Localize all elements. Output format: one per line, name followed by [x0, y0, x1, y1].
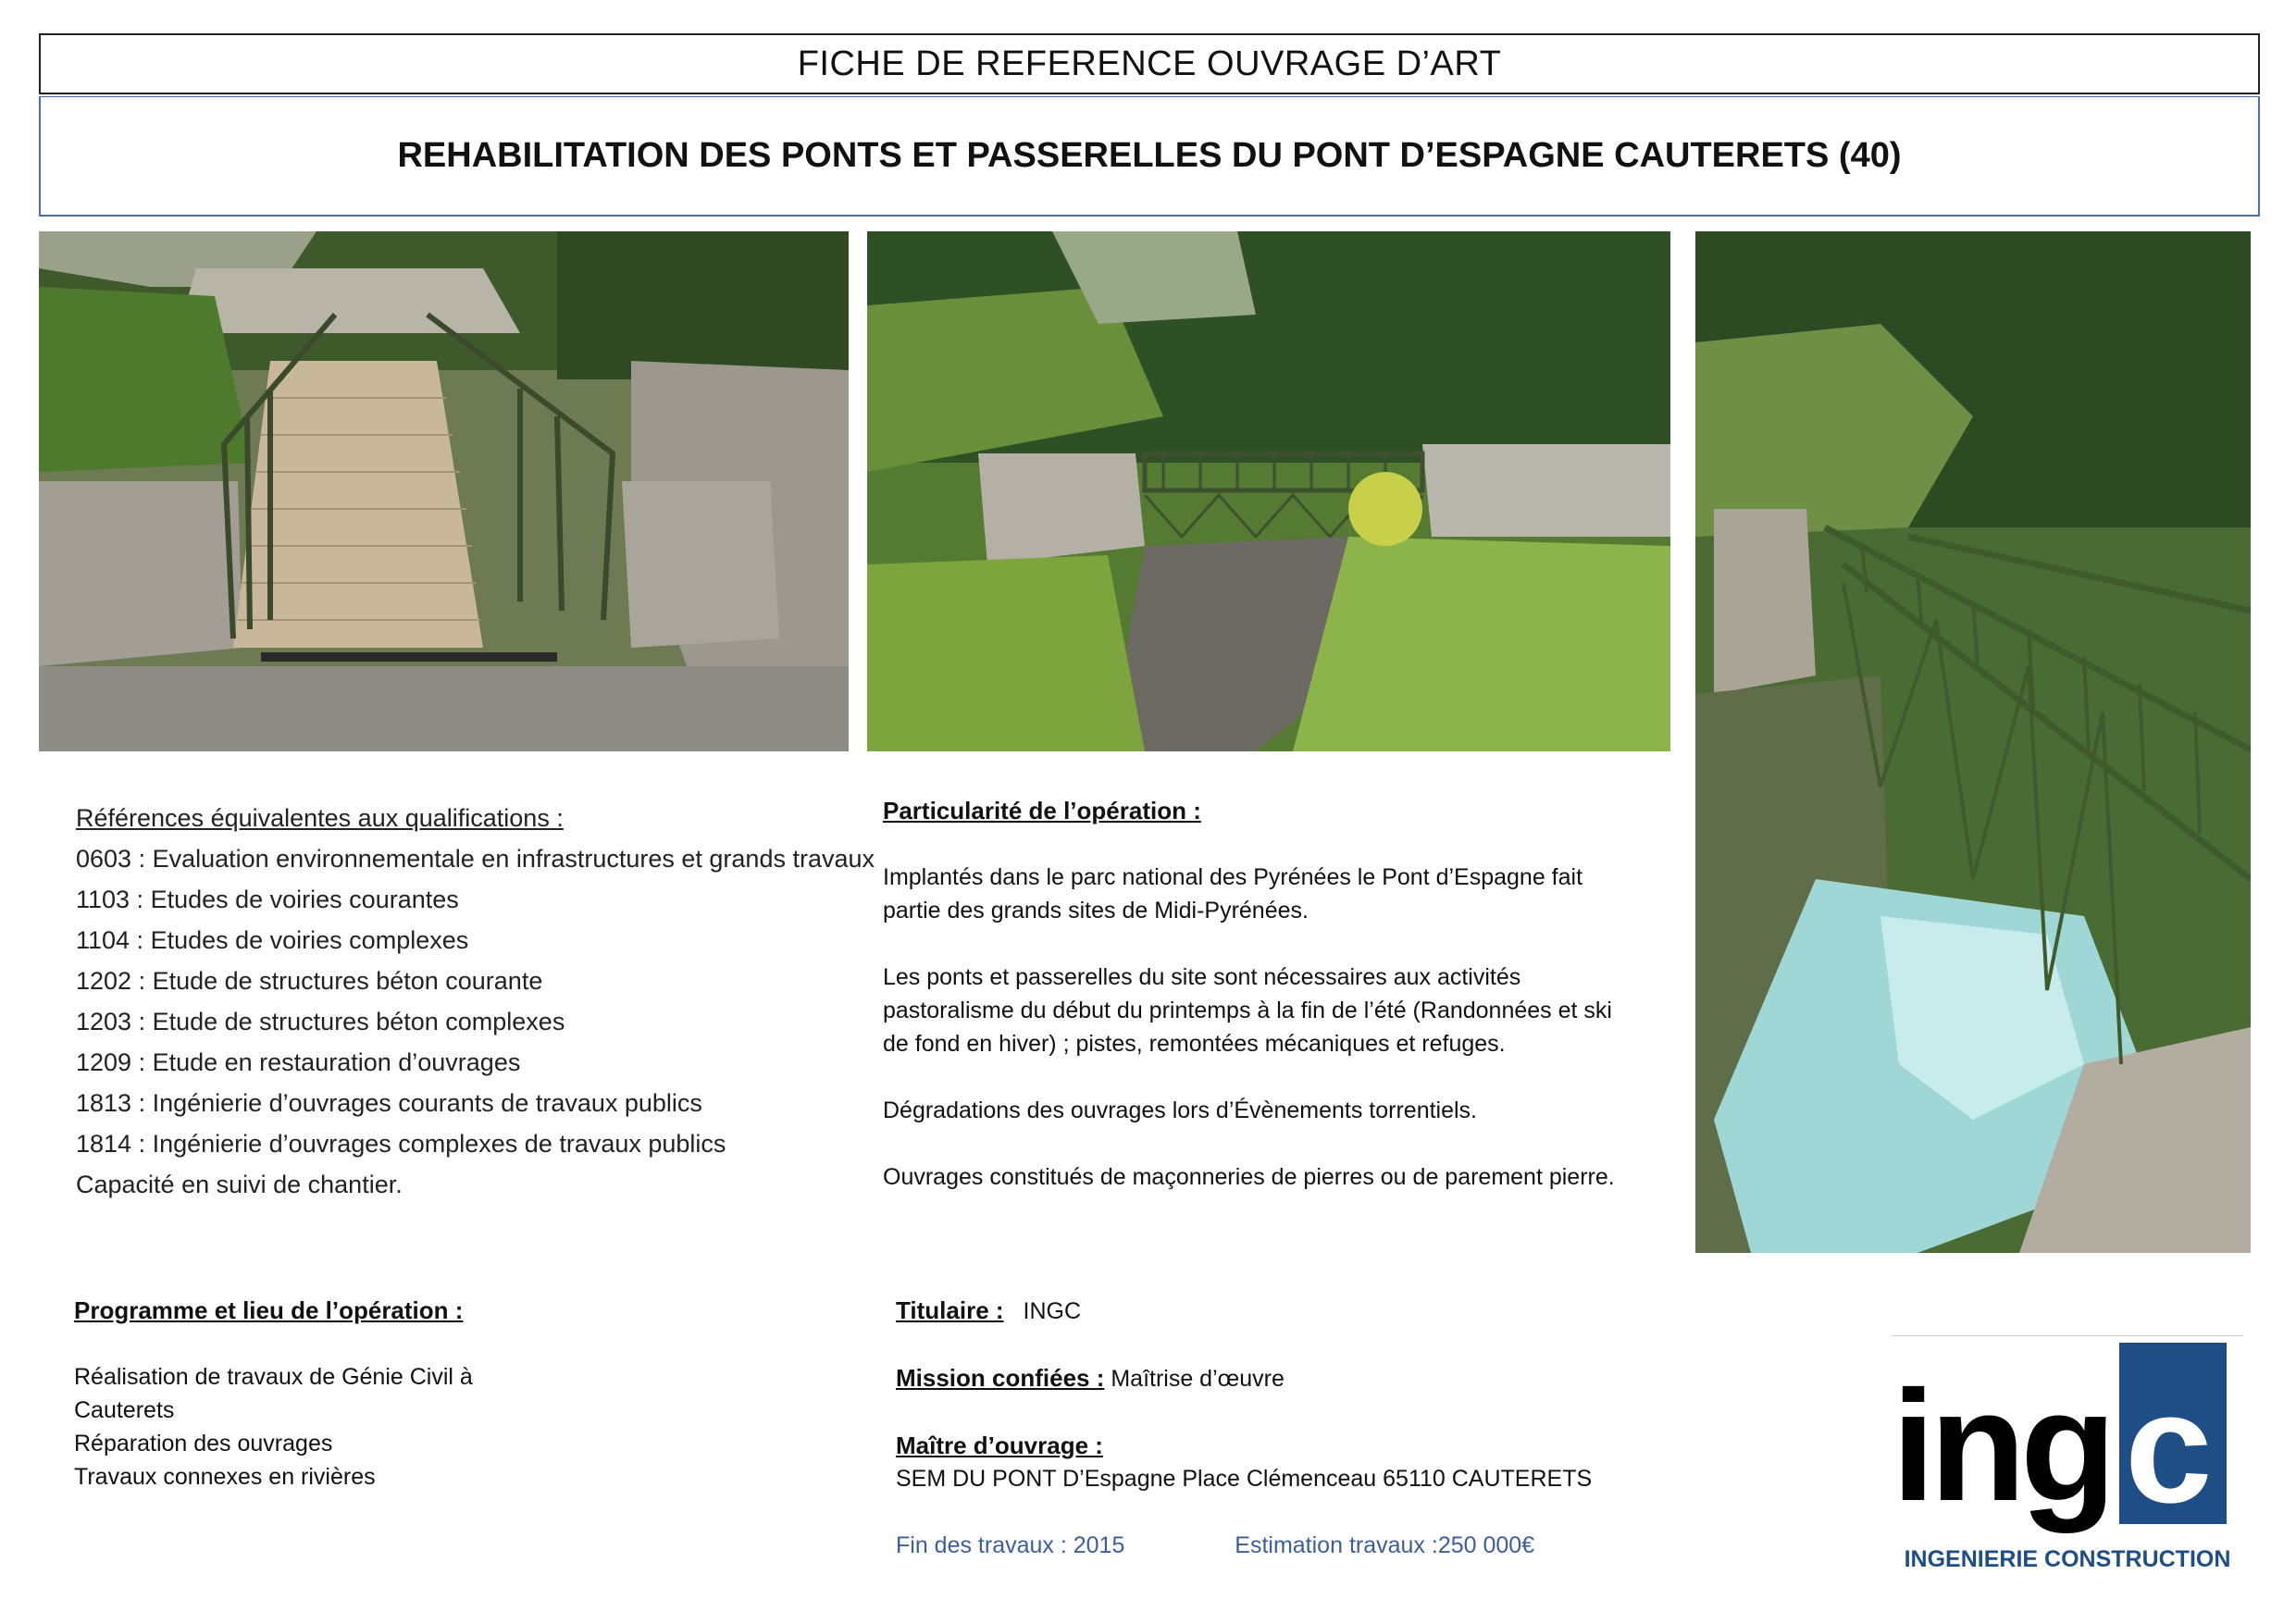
document-subtitle: REHABILITATION DES PONTS ET PASSERELLES DU PONT D’ESPAGNE CAUTERETS (40) [39, 96, 2260, 217]
programme-line: Travaux connexes en rivières [74, 1464, 376, 1490]
operation-particularity [883, 794, 1642, 1227]
ingc-logo [1892, 1335, 2243, 1578]
particularity-paragraph: Dégradations des ouvrages lors d’Évènements torrentiels. [883, 1097, 1478, 1123]
particularity-title: Particularité de l’opération : [883, 797, 1201, 824]
programme-line: Réalisation de travaux de Génie Civil à [74, 1364, 473, 1390]
programme-line: Réparation des ouvrages [74, 1431, 333, 1457]
qualification-references [76, 798, 875, 1205]
logo-c: c [2125, 1360, 2213, 1536]
reference-item: 1202 : Etude de structures béton courante [76, 967, 543, 995]
titulaire-label: Titulaire : [896, 1296, 1004, 1324]
programme-title: Programme et lieu de l’opération : [74, 1296, 464, 1324]
mission-value: Maîtrise d’œuvre [1104, 1366, 1285, 1392]
photo-footbridge-torrent [1695, 231, 2251, 1253]
reference-item: 0603 : Evaluation environnementale en infrastructures et grands travaux [76, 845, 875, 873]
titulaire-value: INGC [1023, 1298, 1081, 1324]
end-of-works: Fin des travaux : 2015 [896, 1532, 1125, 1558]
reference-item: 1104 : Etudes de voiries complexes [76, 926, 469, 954]
reference-item: 1209 : Etude en restauration d’ouvrages [76, 1048, 521, 1076]
particularity-paragraph: Ouvrages constitués de maçonneries de pierres ou de parement pierre. [883, 1164, 1615, 1190]
photo-bridge-deck [39, 231, 849, 751]
programme-line: Cauterets [74, 1397, 175, 1423]
document-title: FICHE DE REFERENCE OUVRAGE D’ART [39, 33, 2260, 94]
works-estimate: Estimation travaux :250 000€ [1235, 1532, 1535, 1558]
references-heading: Références équivalentes aux qualifications : [76, 804, 564, 832]
logo-ing: ing [1892, 1358, 2111, 1534]
reference-item: 1103 : Etudes de voiries courantes [76, 886, 459, 913]
mission-label: Mission confiées : [896, 1364, 1105, 1392]
photo-footbridge-valley [867, 231, 1670, 751]
reference-item: 1203 : Etude de structures béton complexes [76, 1008, 565, 1035]
operation-programme [74, 1294, 473, 1494]
owner-label: Maître d’ouvrage : [896, 1432, 1103, 1459]
logo-tagline: INGENIERIE CONSTRUCTION [1904, 1546, 2231, 1572]
reference-item: 1814 : Ingénierie d’ouvrages complexes de travaux publics [76, 1130, 726, 1158]
particularity-paragraph: Les ponts et passerelles du site sont nécessaires aux activités pastoralisme du début du printemps à la fin de l’été (Randonnées et ski de fond en hiver) ; pistes, remontées mécaniques et refuges. [883, 964, 1612, 1057]
particularity-paragraph: Implantés dans le parc national des Pyrénées le Pont d’Espagne fait partie des grands sites de Midi-Pyrénées. [883, 864, 1583, 924]
contract-details [896, 1294, 1592, 1562]
owner-value: SEM DU PONT D’Espagne Place Clémenceau 65110 CAUTERETS [896, 1466, 1593, 1492]
reference-item: 1813 : Ingénierie d’ouvrages courants de travaux publics [76, 1089, 702, 1117]
reference-item: Capacité en suivi de chantier. [76, 1171, 403, 1198]
